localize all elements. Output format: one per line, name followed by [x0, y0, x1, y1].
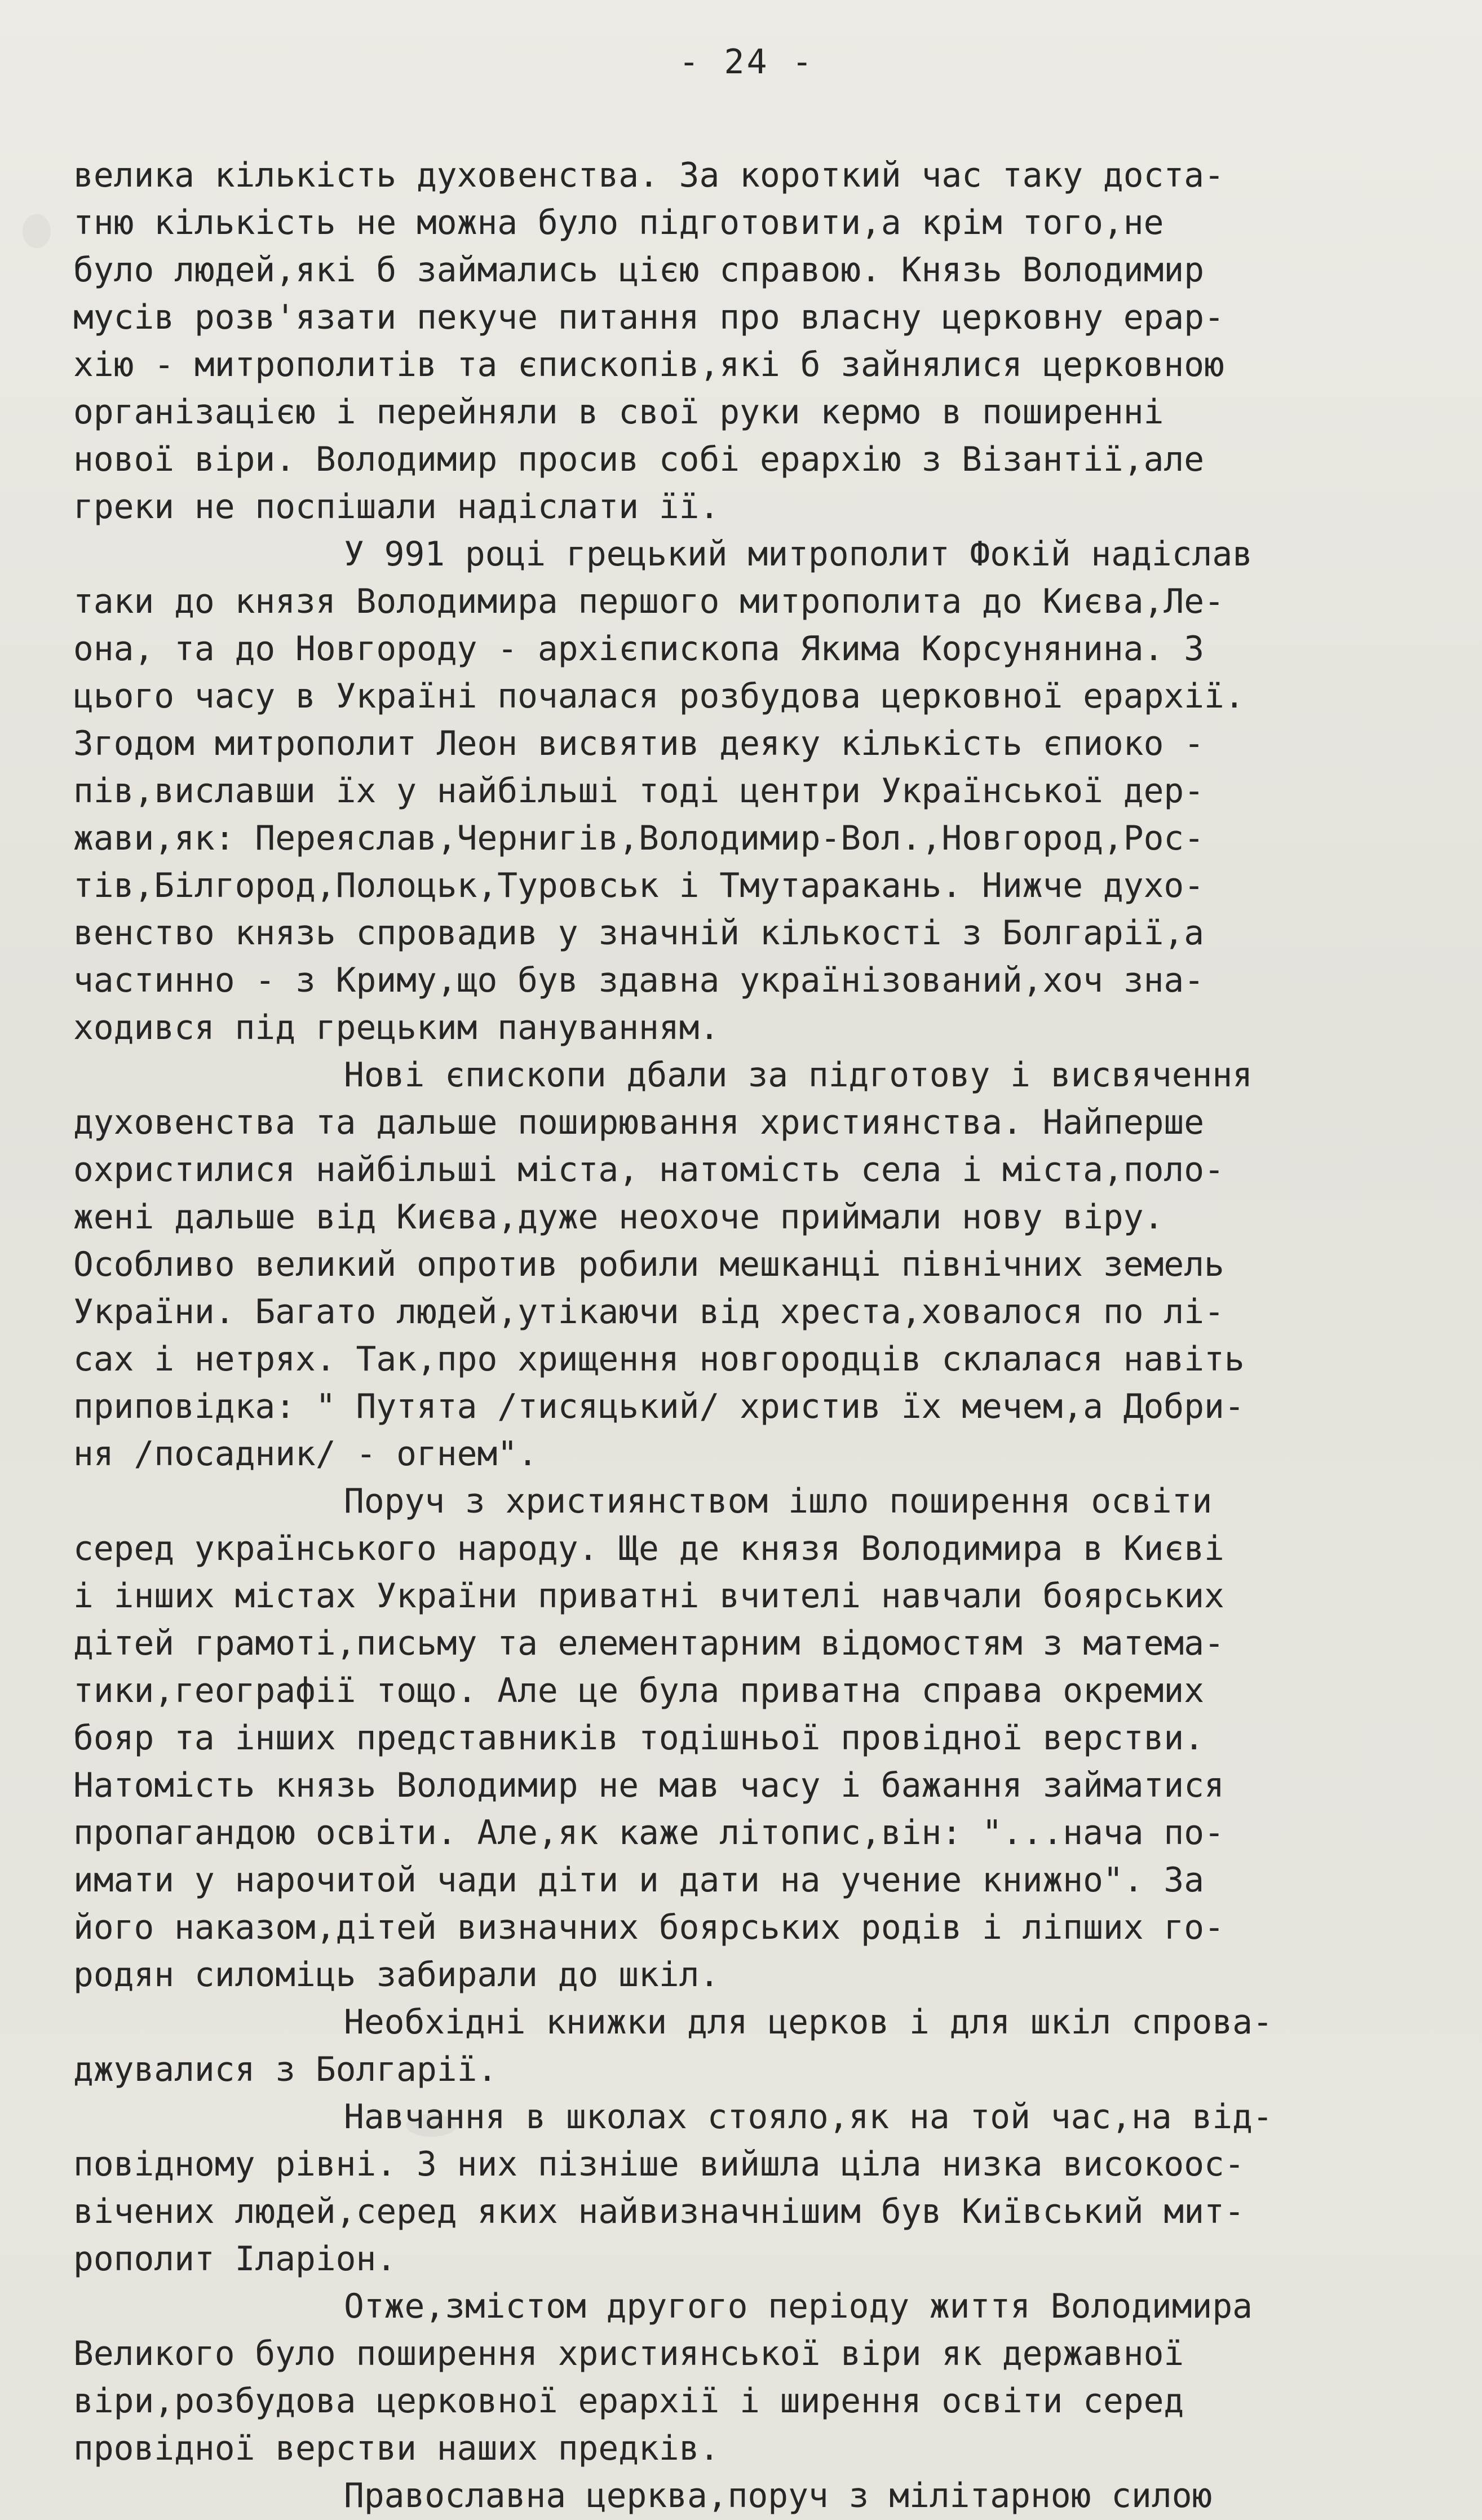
- text-line: віри,розбудова церковної ерархії і ширення освіти серед: [73, 2382, 1184, 2421]
- text-line: жави,як: Переяслав,Чернигів,Володимир-Вол.,Новгород,Рос-: [73, 819, 1205, 858]
- text-line: велика кількість духовенства. За короткий час таку доста-: [73, 156, 1224, 195]
- text-line: родян силоміць забирали до шкіл.: [73, 1956, 720, 1995]
- text-line: греки не поспішали надіслати її.: [73, 488, 720, 527]
- text-line: приповідка: " Путята /тисяцький/ христив їх мечем,а Добри-: [73, 1387, 1245, 1426]
- paper-stain: [23, 214, 51, 248]
- text-line: бояр та інших представників тодішньої провідної верстви.: [73, 1719, 1205, 1758]
- text-line: організацією і перейняли в свої руки кермо в поширенні: [73, 393, 1164, 432]
- text-line: Згодом митрополит Леон висвятив деяку кількість єпиоко -: [73, 724, 1205, 763]
- text-line: ходився під грецьким пануванням.: [73, 1009, 720, 1047]
- text-line: Нові єпископи дбали за підготову і висвячення: [344, 1056, 1253, 1095]
- text-line: Православна церква,поруч з мілітарною силою: [344, 2477, 1213, 2515]
- text-line: мусів розв'язати пекуче питання про власну церковну ерар-: [73, 298, 1224, 337]
- text-line: Отже,змістом другого періоду життя Володимира: [344, 2287, 1253, 2326]
- text-line: Натомість князь Володимир не мав часу і бажання займатися: [73, 1766, 1224, 1805]
- text-line: жені дальше від Києва,дуже неохоче приймали нову віру.: [73, 1198, 1164, 1237]
- text-line: повідному рівні. З них пізніше вийшла ціла низка високоос-: [73, 2145, 1245, 2184]
- text-line: духовенства та дальше поширювання християнства. Найперше: [73, 1103, 1205, 1142]
- text-line: було людей,які б займались цією справою. Князь Володимир: [73, 251, 1205, 290]
- text-line: венство князь спровадив у значній кількості з Болгарії,а: [73, 914, 1205, 953]
- text-line: У 991 році грецький митрополит Фокій надіслав: [344, 535, 1253, 574]
- text-line: України. Багато людей,утікаючи від хреста,ховалося по лі-: [73, 1293, 1224, 1332]
- text-line: пропагандою освіти. Але,як каже літопис,він: "...нача по-: [73, 1814, 1224, 1853]
- text-line: джувалися з Болгарії.: [73, 2050, 498, 2089]
- text-line: Великого було поширення християнської віри як державної: [73, 2335, 1184, 2373]
- text-line: частинно - з Криму,що був здавна українізований,хоч зна-: [73, 961, 1205, 1000]
- text-line: провідної верстви наших предків.: [73, 2429, 720, 2468]
- text-line: вічених людей,серед яких найвизначнішим був Київський мит-: [73, 2192, 1245, 2231]
- text-line: хію - митрополитів та єпископів,які б зайнялися церковною: [73, 346, 1224, 384]
- text-line: його наказом,дітей визначних боярських родів і ліпших го-: [73, 1908, 1224, 1947]
- text-line: охристилися найбільші міста, натомість села і міста,поло-: [73, 1151, 1224, 1190]
- text-line: рополит Іларіон.: [73, 2240, 397, 2279]
- document-body: [73, 152, 1420, 2520]
- text-line: цього часу в Україні почалася розбудова церковної ерархії.: [73, 677, 1245, 716]
- text-line: тню кількість не можна було підготовити,а крім того,не: [73, 204, 1164, 242]
- text-line: она, та до Новгороду - архієпископа Якима Корсунянина. З: [73, 630, 1205, 669]
- text-line: имати у нарочитой чади діти и дати на учение книжно". За: [73, 1861, 1205, 1900]
- text-line: і інших містах України приватні вчителі навчали боярських: [73, 1577, 1224, 1616]
- text-line: Поруч з християнством ішло поширення освіти: [344, 1482, 1213, 1521]
- text-line: Навчання в школах стояло,як на той час,на від-: [344, 2098, 1273, 2137]
- text-line: дітей грамоті,письму та елементарним відомостям з матема-: [73, 1624, 1224, 1663]
- text-line: тики,географії тощо. Але це була приватна справа окремих: [73, 1672, 1205, 1710]
- text-line: сах і нетрях. Так,про хрищення новгородців склалася навіть: [73, 1340, 1245, 1379]
- paper-stain: [406, 2114, 457, 2137]
- text-line: пів,виславши їх у найбільші тоді центри Української дер-: [73, 772, 1205, 811]
- text-line: нової віри. Володимир просив собі ерархію з Візантії,але: [73, 440, 1205, 479]
- text-line: серед українського народу. Ще де князя Володимира в Києві: [73, 1529, 1224, 1568]
- page-number: - 24 -: [679, 42, 815, 82]
- text-line: Необхідні книжки для церков і для шкіл спрова-: [344, 2003, 1273, 2042]
- text-line: ня /посадник/ - огнем".: [73, 1435, 538, 1474]
- text-line: тів,Білгород,Полоцьк,Туровськ і Тмутаракань. Нижче духо-: [73, 866, 1205, 905]
- text-line: таки до князя Володимира першого митрополита до Києва,Ле-: [73, 582, 1224, 621]
- text-line: Особливо великий опротив робили мешканці північних земель: [73, 1245, 1224, 1284]
